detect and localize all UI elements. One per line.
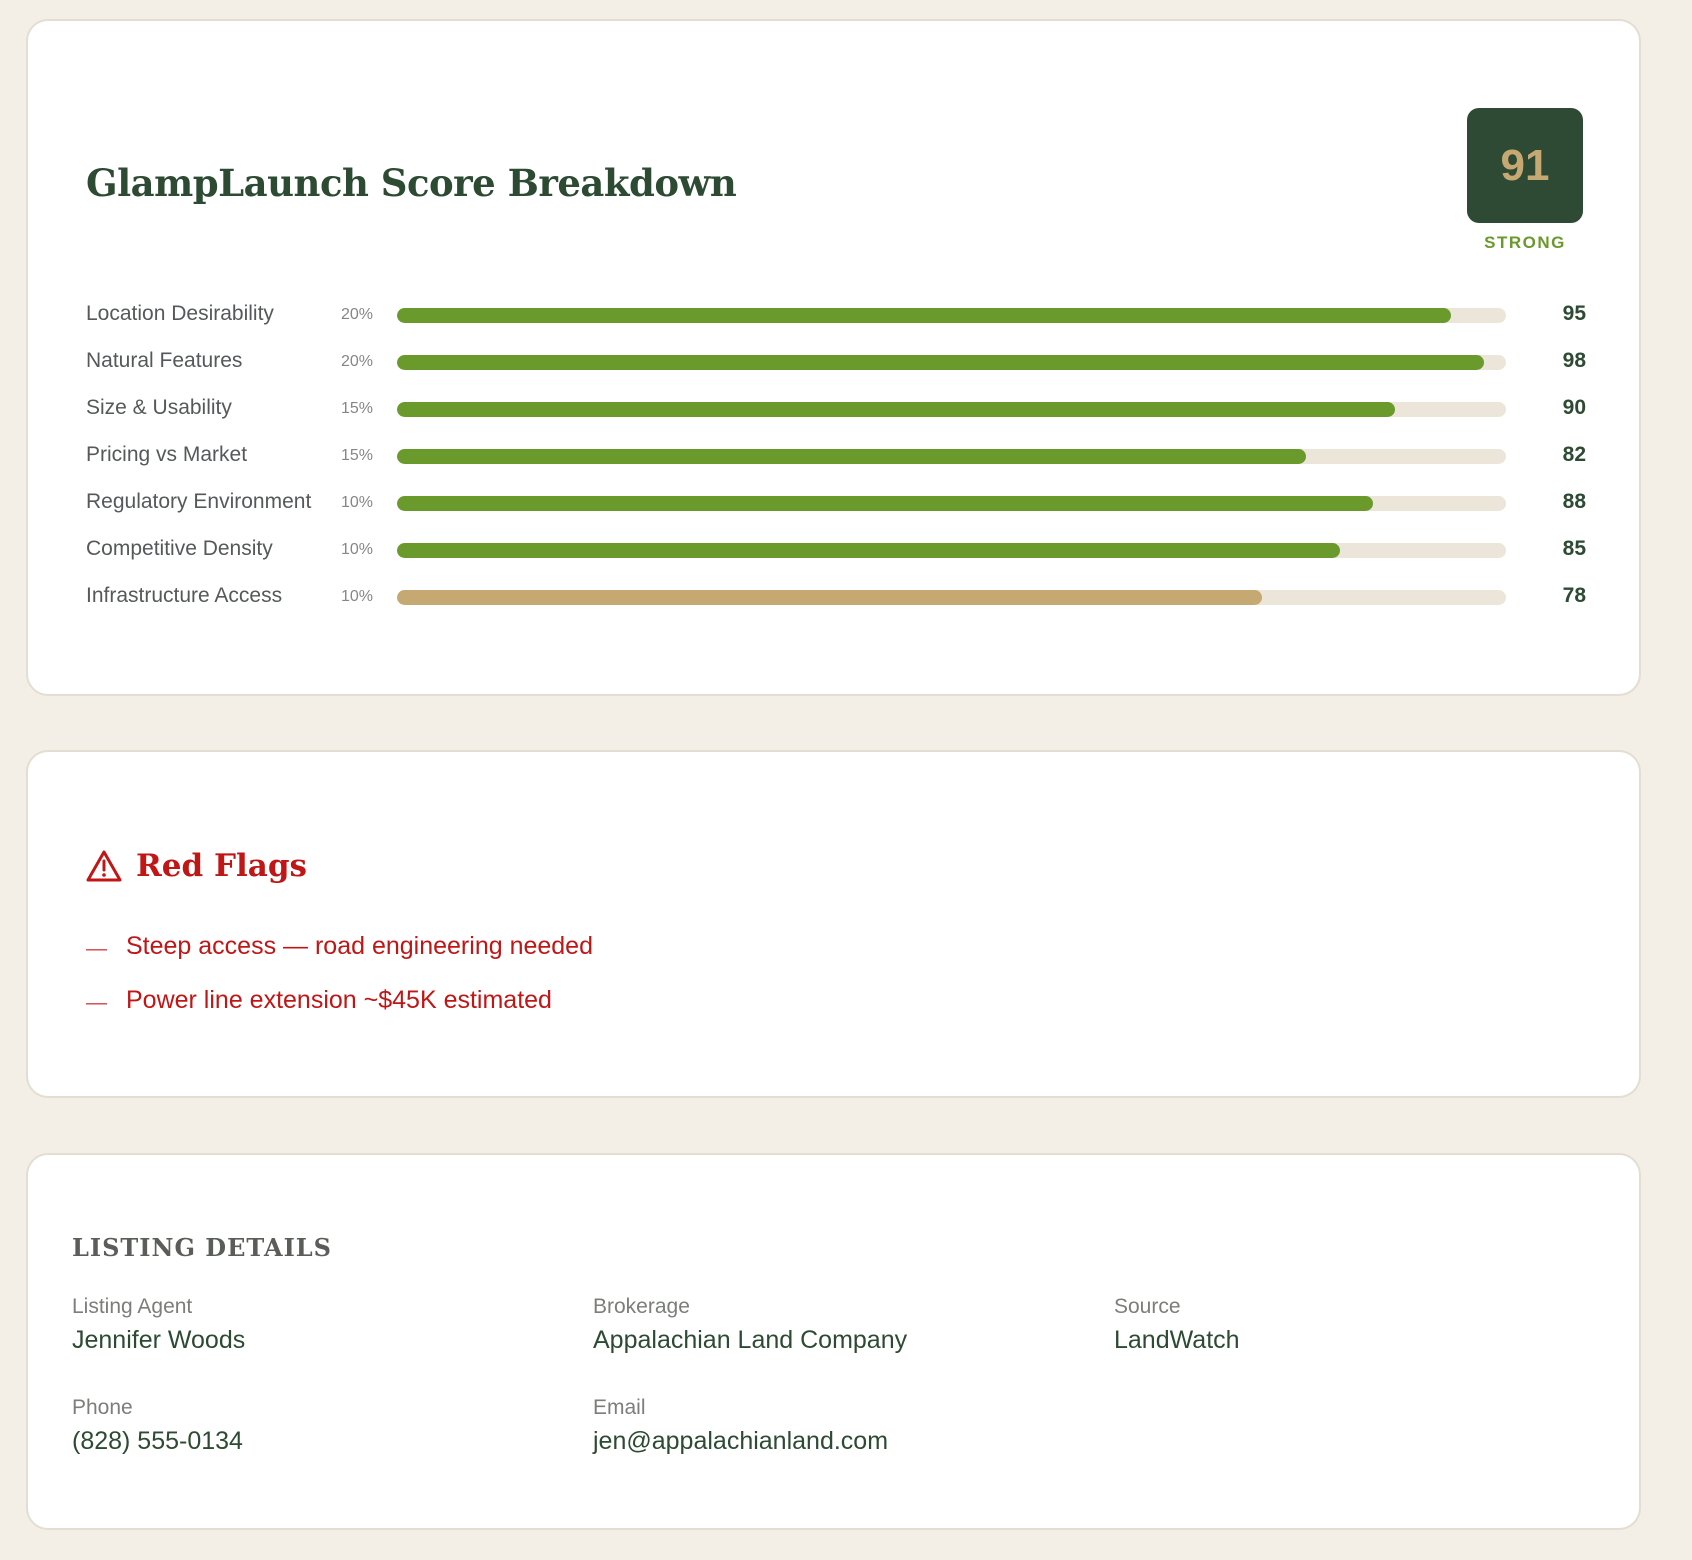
- score-row-value: 95: [1562, 302, 1586, 325]
- score-bar-track: [397, 543, 1506, 558]
- overall-score-badge: 91: [1467, 108, 1583, 223]
- score-row-label: Location Desirability: [86, 302, 274, 325]
- score-row: [86, 536, 1586, 583]
- dash-icon: —: [86, 991, 107, 1014]
- score-row-weight: 20%: [340, 353, 373, 370]
- listing-details-card: [26, 1153, 1641, 1530]
- score-rating-label: STRONG: [1484, 233, 1566, 252]
- score-bar-track: [397, 402, 1506, 417]
- score-row-weight: 20%: [340, 306, 373, 323]
- score-bar-track: [397, 590, 1506, 605]
- score-bar-track: [397, 355, 1506, 370]
- score-bar-fill: [397, 543, 1340, 558]
- score-row-weight: 10%: [340, 494, 373, 511]
- score-bar-fill: [397, 590, 1262, 605]
- score-row: [86, 583, 1586, 630]
- source-label: Source: [1114, 1295, 1181, 1318]
- brokerage-label: Brokerage: [593, 1295, 690, 1318]
- score-row-weight: 15%: [340, 447, 373, 464]
- score-row-label: Pricing vs Market: [86, 443, 248, 466]
- warning-triangle-icon: [86, 849, 122, 883]
- score-rows: [86, 301, 1586, 630]
- score-row-value: 85: [1562, 537, 1586, 560]
- red-flag-item: [86, 919, 593, 973]
- phone-field: [72, 1395, 243, 1459]
- score-bar-fill: [397, 402, 1395, 417]
- score-bar-fill: [397, 308, 1451, 323]
- red-flags-title: Red Flags: [136, 848, 307, 884]
- listing-agent-field: [72, 1294, 245, 1358]
- red-flag-item: [86, 973, 593, 1027]
- score-row-label: Competitive Density: [86, 537, 273, 560]
- score-bar-track: [397, 496, 1506, 511]
- red-flags-card: [26, 750, 1641, 1098]
- score-breakdown-title: GlampLaunch Score Breakdown: [86, 161, 737, 205]
- brokerage-field: [593, 1294, 907, 1358]
- score-row-value: 78: [1562, 584, 1586, 607]
- score-row-label: Size & Usability: [86, 396, 232, 419]
- score-row-value: 98: [1562, 349, 1586, 372]
- score-bar-fill: [397, 449, 1306, 464]
- score-row-weight: 10%: [340, 541, 373, 558]
- dash-icon: —: [86, 937, 107, 960]
- source-value: LandWatch: [1114, 1326, 1240, 1354]
- phone-label: Phone: [72, 1396, 133, 1419]
- score-bar-fill: [397, 355, 1484, 370]
- brokerage-value: Appalachian Land Company: [593, 1326, 908, 1354]
- score-row-value: 88: [1562, 490, 1586, 513]
- email-label: Email: [593, 1396, 646, 1419]
- email-field: [593, 1395, 888, 1459]
- red-flags-heading: [86, 848, 307, 884]
- listing-agent-value: Jennifer Woods: [72, 1326, 246, 1354]
- red-flag-text: Power line extension ~$45K estimated: [126, 985, 552, 1014]
- score-row-weight: 15%: [340, 400, 373, 417]
- score-row-label: Regulatory Environment: [86, 490, 312, 513]
- score-row-value: 90: [1562, 396, 1586, 419]
- score-row-label: Infrastructure Access: [86, 584, 283, 607]
- score-row-weight: 10%: [340, 588, 373, 605]
- score-row-label: Natural Features: [86, 349, 243, 372]
- score-row-value: 82: [1562, 443, 1586, 466]
- score-row: [86, 301, 1586, 348]
- score-row: [86, 395, 1586, 442]
- email-value[interactable]: jen@appalachianland.com: [593, 1427, 889, 1455]
- score-row: [86, 348, 1586, 395]
- score-breakdown-card: [26, 19, 1641, 696]
- listing-agent-label: Listing Agent: [72, 1295, 193, 1318]
- score-row: [86, 489, 1586, 536]
- source-field: [1114, 1294, 1240, 1358]
- phone-value[interactable]: (828) 555-0134: [72, 1427, 243, 1455]
- listing-details-title: LISTING DETAILS: [72, 1233, 333, 1262]
- score-bar-track: [397, 449, 1506, 464]
- score-bar-track: [397, 308, 1506, 323]
- score-row: [86, 442, 1586, 489]
- score-bar-fill: [397, 496, 1373, 511]
- red-flag-text: Steep access — road engineering needed: [126, 931, 593, 960]
- red-flags-list: [86, 919, 593, 1027]
